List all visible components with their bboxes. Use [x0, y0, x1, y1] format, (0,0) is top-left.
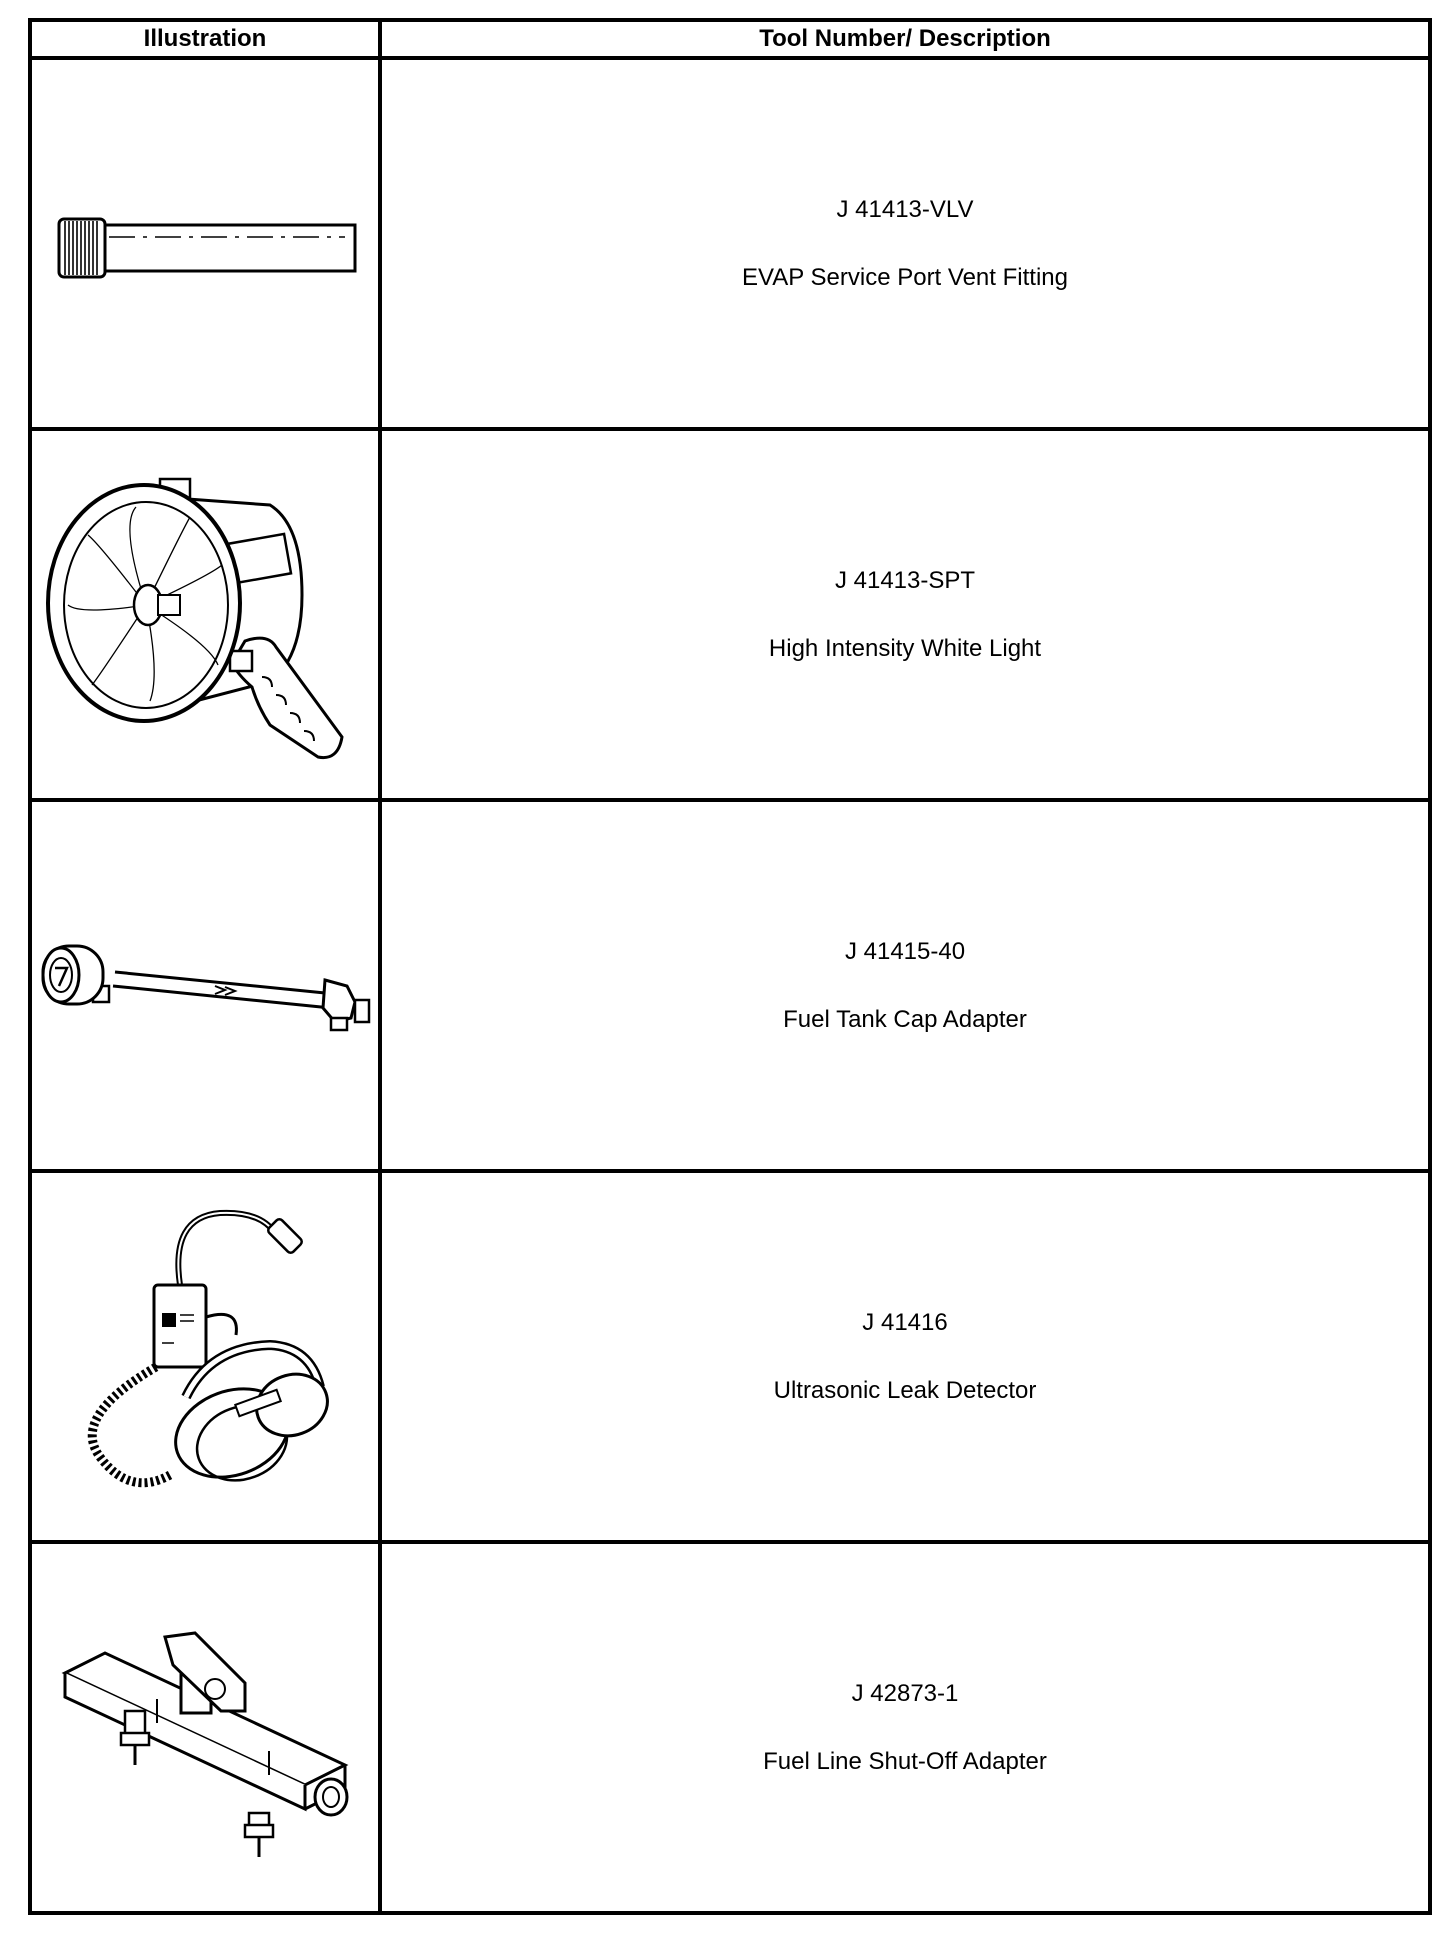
table-row	[30, 429, 1430, 800]
description-cell	[380, 58, 1430, 429]
table-row	[30, 800, 1430, 1171]
tool-number: J 42873-1	[851, 1679, 959, 1707]
tool-description: High Intensity White Light	[768, 634, 1042, 662]
illustration-cell	[30, 1171, 380, 1542]
illustration-cell	[30, 429, 380, 800]
tool-description: Ultrasonic Leak Detector	[773, 1376, 1037, 1404]
header-description: Tool Number/ Description	[380, 20, 1430, 58]
header-illustration: Illustration	[30, 20, 380, 58]
tool-description: EVAP Service Port Vent Fitting	[742, 263, 1068, 291]
table-header-row	[30, 20, 1430, 58]
description-cell	[380, 1542, 1430, 1913]
tool-number: J 41416	[862, 1308, 948, 1336]
table-row	[30, 1542, 1430, 1913]
table-row	[30, 58, 1430, 429]
tool-number: J 41415-40	[844, 937, 966, 965]
leak-detector-icon	[60, 1197, 350, 1517]
cap-adapter-icon	[35, 926, 375, 1046]
description-cell	[380, 800, 1430, 1171]
tool-description: Fuel Tank Cap Adapter	[783, 1005, 1027, 1033]
tool-description: Fuel Line Shut-Off Adapter	[763, 1747, 1047, 1775]
table-row	[30, 1171, 1430, 1542]
vent-fitting-icon	[45, 209, 365, 279]
description-cell	[380, 429, 1430, 800]
spotlight-icon	[40, 455, 370, 775]
tool-number: J 41413-VLV	[836, 195, 974, 223]
illustration-cell	[30, 58, 380, 429]
description-cell	[380, 1171, 1430, 1542]
special-tools-table	[28, 18, 1432, 1915]
shutoff-adapter-icon	[45, 1593, 365, 1863]
illustration-cell	[30, 800, 380, 1171]
illustration-cell	[30, 1542, 380, 1913]
tool-number: J 41413-SPT	[834, 566, 976, 594]
